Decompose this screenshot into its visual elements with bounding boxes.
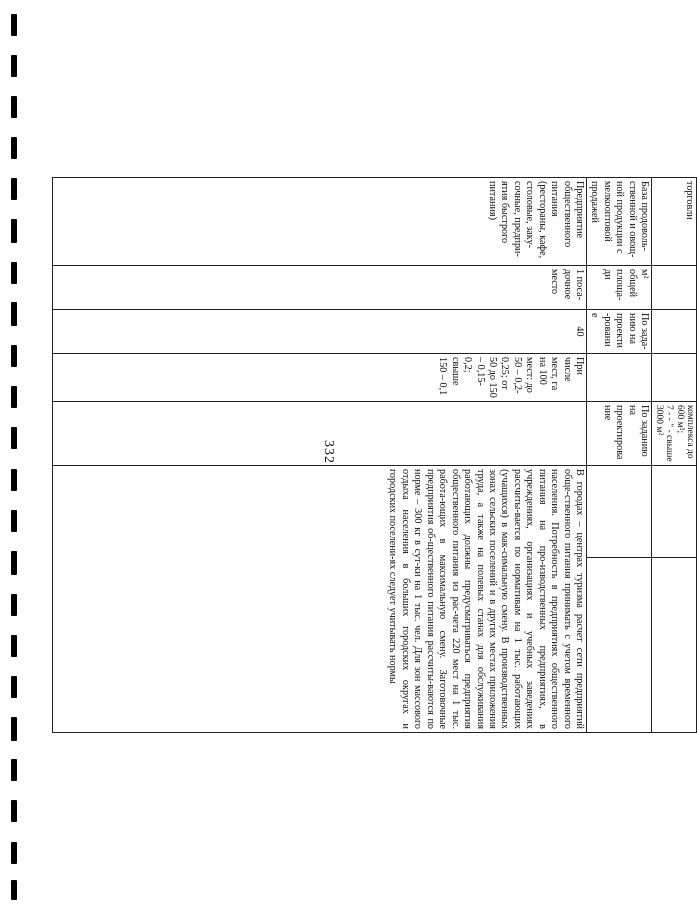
- binder-mark: [11, 676, 17, 698]
- cell-notes: В городах – центрах туризма расчет сети предприятий обще-ственного питания принимать с учетом временного населения. Потребность в предприятиях общественного питания на про-изводственных предприятиях, в учреждениях, организациях и учебных заведениях рассчиты-вается по нормативам на 1 тыс. работающих (учащихся) в мак-симальную смену. В производственных зонах сельских поселений и в других местах приложения труда, а также на полевых станах для обслуживания работающих должны предусматриваться предприятия общественного питания из рас-чета 220 мест на 1 тыс. работа-ющих в максимальную смену. Заготовочные предприятия об-щественного питания рассчиты-ваются по норме – 300 кг в сут-ки на 1 тыс. чел. Для зон массового отдыха населения в больших городских округах и городских поселени-ях следует учитывать нормы: [53, 466, 587, 733]
- binder-mark: [11, 14, 17, 36]
- cell-norm: 40: [53, 310, 587, 354]
- binder-mark: [11, 842, 17, 864]
- binder-mark: [11, 880, 17, 900]
- cell-type: торговли: [652, 178, 697, 266]
- binder-mark: [11, 137, 17, 159]
- page-number: 332: [321, 440, 336, 464]
- cell-basis: По заданию на проектирование: [587, 402, 652, 466]
- cell-name: База продоволь-ственной и овощ-ной продукции с мелкооптовой продажей: [587, 178, 652, 266]
- binder-mark: [11, 800, 17, 822]
- binder-mark: [11, 717, 17, 741]
- binder-mark: [11, 759, 17, 781]
- binder-mark: [11, 551, 17, 575]
- table-row: [587, 178, 652, 733]
- cell-norm: По зада-нию на проекти-рование: [587, 310, 652, 354]
- binder-mark: [11, 386, 17, 408]
- binder-mark: [11, 345, 17, 367]
- binder-mark: [11, 96, 17, 118]
- cell-basis: [652, 402, 697, 466]
- table-row: [53, 178, 587, 733]
- binder-mark: [11, 427, 17, 449]
- binder-mark: [11, 55, 17, 77]
- basis-line-2: 7 - - " - свыше 3000 м²: [653, 405, 675, 462]
- table-row: [652, 178, 697, 733]
- binder-mark: [11, 178, 17, 200]
- cell-unit: 1 поса-дочное место: [53, 266, 587, 310]
- cell-size: При числе мест, га на 100 мест: до 50 – 0,2-0,25; от 50 до 150 – 0,15-0,2; свыше 150 – 0,1: [53, 354, 587, 402]
- cell-name: Предприятие общественного питания (рестораны, кафе, столовые, заку-сочные, предпри-ятия быстрого питания): [53, 178, 587, 266]
- binder-mark: [11, 594, 17, 616]
- rotated-table-area: [81, 177, 695, 793]
- binder-mark: [11, 510, 17, 532]
- binder-mark: [11, 635, 17, 657]
- cell-size: [587, 354, 652, 402]
- binder-mark: [11, 302, 17, 326]
- binder-mark: [11, 469, 17, 491]
- basis-line-1: комплекса до 600 м²;: [674, 405, 695, 459]
- binder-mark: [11, 262, 17, 284]
- binder-mark: [11, 219, 17, 243]
- cell-unit: м² общей площа-ди: [587, 266, 652, 310]
- norms-table: [52, 177, 697, 733]
